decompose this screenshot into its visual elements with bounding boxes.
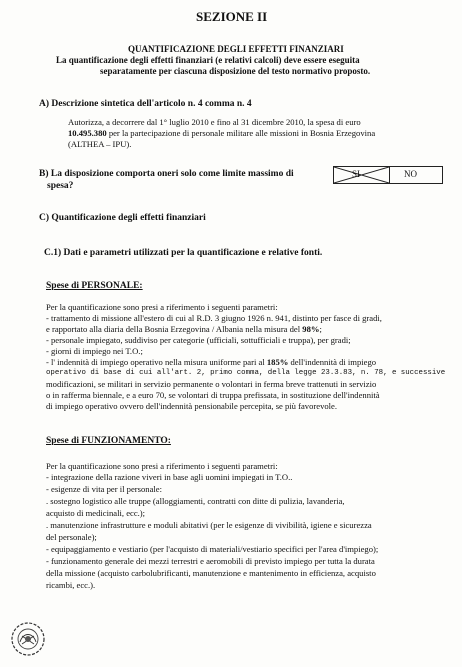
amount-value: 10.495.380 bbox=[68, 128, 107, 138]
personale-line-3: - personale impiegato, suddiviso per categorie (ufficiali, sottufficiali e truppa), per gradi; bbox=[46, 335, 351, 345]
personale-line-5-tail: dell'indennità di impiego bbox=[288, 357, 377, 367]
cross-mark-icon bbox=[334, 167, 389, 183]
funzionamento-line-7: - equipaggiamento e vestiario (per l'acquisto di materiali/vestiario specifici per l'area d'impiego); bbox=[46, 544, 379, 554]
funzionamento-line-4: acquisto di medicinali, ecc.); bbox=[46, 508, 146, 518]
funzionamento-title: Spese di FUNZIONAMENTO: bbox=[46, 436, 171, 446]
funzionamento-line-10: ricambi, ecc.). bbox=[46, 580, 96, 590]
section-c1-label: C.1) Dati e parametri utilizzati per la quantificazione e relative fonti. bbox=[44, 248, 323, 258]
option-no-label: NO bbox=[404, 169, 417, 179]
personale-line-5-text: - l' indennità di impiego operativo nella misura uniforme pari al bbox=[46, 357, 267, 367]
funzionamento-intro: Per la quantificazione sono presi a riferimento i seguenti parametri: bbox=[46, 461, 278, 471]
funzionamento-line-9: della missione (acquisto carbolubrificanti, manutenzione e mantenimento in efficienza, acquisto bbox=[46, 568, 376, 578]
personale-line-7: modificazioni, se militari in servizio permanente o volontari in ferma breve trattenuti in servizio bbox=[46, 379, 377, 389]
personale-line-9: di impiego operativo ovvero dell'indennità pensionabile percepita, se più favorevole. bbox=[46, 401, 338, 411]
personale-line-4: - giorni di impiego nei T.O.; bbox=[46, 346, 143, 356]
section-a-text-3: (ALTHEA – IPU). bbox=[68, 139, 132, 149]
stamp-seal-icon bbox=[8, 620, 48, 658]
section-b-question: B) La disposizione comporta oneri solo come limite massimo di bbox=[39, 169, 294, 179]
section-title: SEZIONE II bbox=[196, 9, 268, 24]
heading-line-2: La quantificazione degli effetti finanziari (e relativi calcoli) deve essere eseguita bbox=[56, 55, 360, 65]
personale-line-1: - trattamento di missione all'estero di cui al R.D. 3 giugno 1926 n. 941, distinto per fasce di gradi, bbox=[46, 313, 382, 323]
heading-line-3: separatamente per ciascuna disposizione del testo normativo proposto. bbox=[100, 66, 371, 76]
funzionamento-line-1: - integrazione della razione viveri in base agli uomini impiegati in T.O.. bbox=[46, 472, 293, 482]
section-a-text-2 bbox=[68, 128, 375, 139]
funzionamento-line-5: . manutenzione infrastrutture e moduli abitativi (per le esigenze di vivibilità, igiene e sicurezza bbox=[46, 520, 372, 530]
personale-title: Spese di PERSONALE: bbox=[46, 281, 143, 291]
funzionamento-line-2: - esigenze di vita per il personale: bbox=[46, 484, 162, 494]
option-si-box[interactable] bbox=[333, 166, 390, 184]
heading-title: QUANTIFICAZIONE DEGLI EFFETTI FINANZIARI bbox=[128, 44, 344, 54]
section-a-text-2-rest: per la partecipazione di personale militare alle missioni in Bosnia Erzegovina bbox=[106, 128, 376, 138]
percent-98: 98% bbox=[302, 324, 320, 334]
personale-line-2: e rapportato alla diaria della Bosnia Erzegovina / Albania nella misura del 98%; bbox=[46, 324, 322, 334]
section-a-text-1: Autorizza, a decorrere dal 1° luglio 2010 e fino al 31 dicembre 2010, la spesa di euro bbox=[68, 117, 361, 127]
funzionamento-line-6: del personale); bbox=[46, 532, 97, 542]
section-c-label: C) Quantificazione degli effetti finanziari bbox=[39, 213, 206, 223]
funzionamento-line-8: - funzionamento generale dei mezzi terrestri e aeromobili di previsto impiego per tutta la durata bbox=[46, 556, 375, 566]
personale-intro: Per la quantificazione sono presi a riferimento i seguenti parametri: bbox=[46, 302, 278, 312]
option-si-label: SI bbox=[352, 169, 361, 179]
section-a-label: A) Descrizione sintetica dell'articolo n. 4 comma n. 4 bbox=[39, 99, 252, 109]
section-b-question-2: spesa? bbox=[47, 181, 74, 191]
personale-line-5 bbox=[46, 357, 376, 368]
funzionamento-line-3: . sostegno logistico alle truppe (alloggiamenti, contratti con ditte di pulizia, lavanderia, bbox=[46, 496, 345, 506]
option-no-box[interactable] bbox=[389, 166, 443, 184]
percent-185: 185% bbox=[266, 357, 289, 367]
personale-line-6: operativo di base di cui all'art. 2, primo comma, della legge 23.3.83, n. 78, e successive bbox=[46, 369, 446, 377]
personale-line-2-text: e rapportato alla diaria della Bosnia Erzegovina / Albania nella misura del bbox=[46, 324, 303, 334]
personale-line-8: o in rafferma biennale, e a euro 70, se volontari di truppa prefissata, in sostituzione dell'indennità bbox=[46, 390, 380, 400]
